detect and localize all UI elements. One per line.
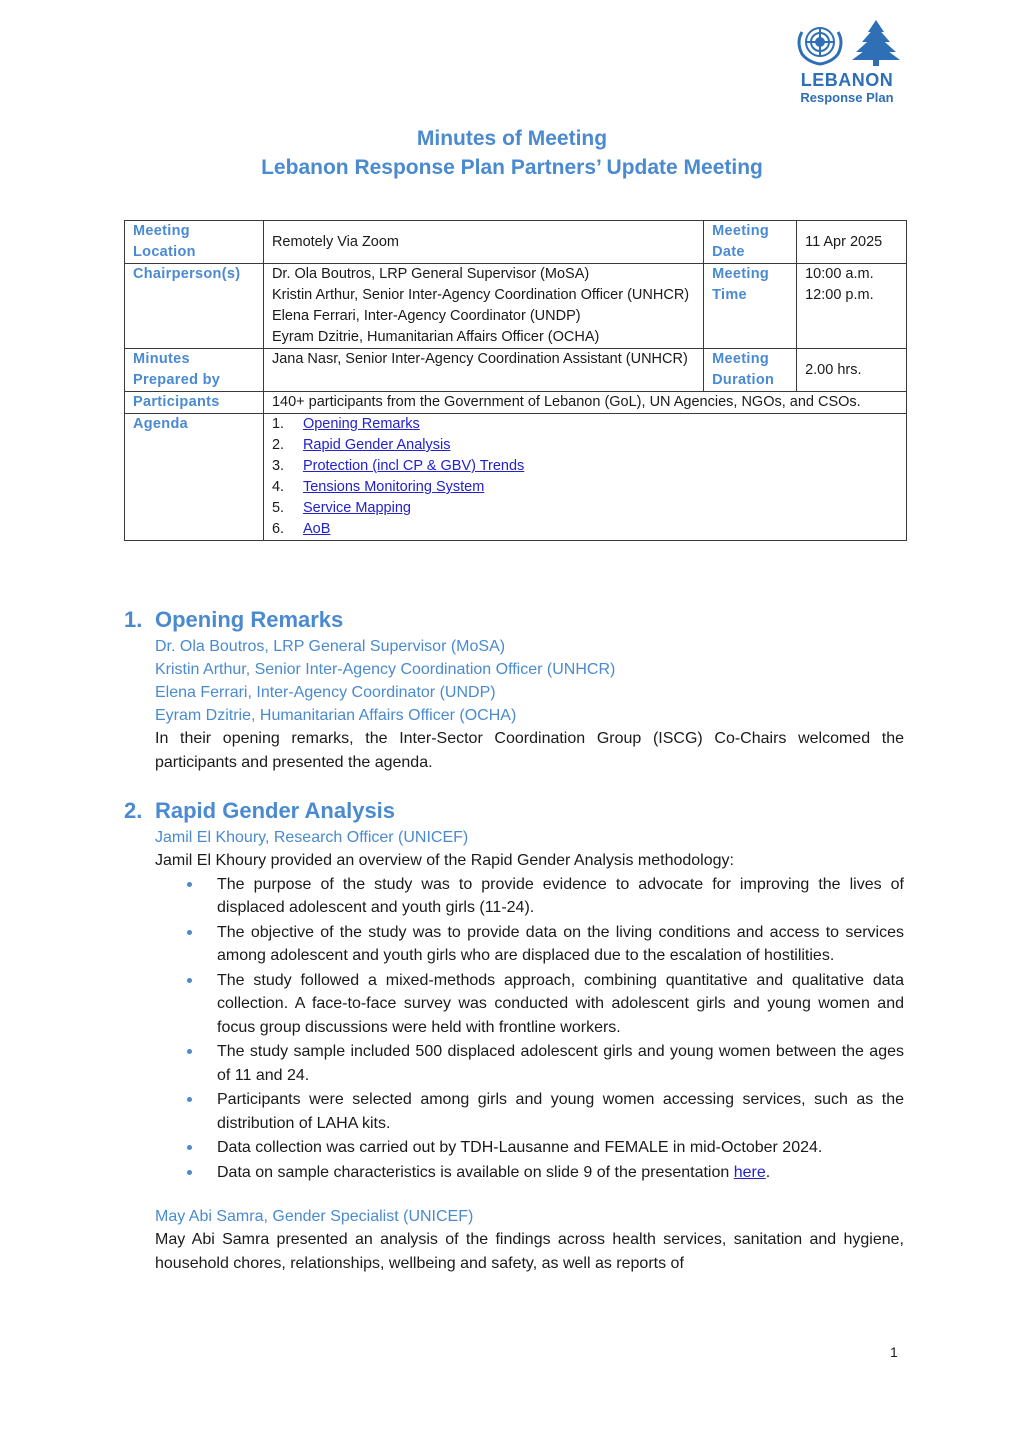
agenda-item [272, 477, 898, 498]
agenda-number: 3. [271, 458, 285, 474]
bullet-end: . [765, 1163, 771, 1181]
location-label: Meeting Location [125, 221, 264, 264]
speaker-line: Dr. Ola Boutros, LRP General Supervisor (MoSA) [155, 638, 506, 655]
bullet-icon [187, 978, 192, 983]
date-value: 11 Apr 2025 [797, 221, 907, 264]
time-value [797, 264, 907, 349]
lrp-logo [788, 18, 906, 110]
bullet-item [217, 1088, 904, 1135]
logo-text-lebanon: LEBANON [800, 70, 894, 90]
bullet-icon [187, 1049, 192, 1054]
cedar-tree-icon [852, 20, 900, 66]
bullet-item [217, 1161, 904, 1185]
bullet-text: The study followed a mixed-methods approach, combining quantitative and qualitative data collection. A face-to-face survey was conducted with adolescent girls and young women and focus group discussions were held with frontline workers. [217, 971, 904, 1036]
un-emblem-icon [799, 28, 841, 64]
bullet-text: Participants were selected among girls and young women accessing services, such as the distribution of LAHA kits. [217, 1091, 904, 1132]
speaker-line: Jamil El Khoury, Research Officer (UNICEF) [155, 829, 469, 846]
methodology-bullets [124, 873, 904, 1185]
title-line-1: Minutes of Meeting [416, 127, 608, 150]
chairperson-item: Elena Ferrari, Inter-Agency Coordinator (UNDP) [271, 308, 581, 324]
document-title [0, 124, 1024, 182]
table-row-chairpersons [125, 264, 907, 349]
bullet-icon [187, 1170, 192, 1175]
agenda-item [272, 414, 898, 435]
speaker-line: Kristin Arthur, Senior Inter-Agency Coordination Officer (UNHCR) [155, 661, 616, 678]
bullet-text: The study sample included 500 displaced adolescent girls and young women between the ages of 11 and 24. [217, 1043, 904, 1084]
section-number: 1. [124, 607, 143, 632]
bullet-text: Data on sample characteristics is available on slide 9 of the presentation [217, 1163, 734, 1181]
agenda-link-tensions-monitoring[interactable]: Tensions Monitoring System [302, 479, 485, 495]
participants-label: Participants [125, 392, 264, 414]
minutes-label: Minutes Prepared by [125, 349, 264, 392]
agenda-item [272, 435, 898, 456]
time-end: 12:00 p.m. [805, 287, 874, 303]
agenda-link-aob[interactable]: AoB [302, 521, 331, 537]
time-start: 10:00 a.m. [805, 266, 874, 282]
agenda-number: 4. [271, 479, 285, 495]
section-intro: Jamil El Khoury provided an overview of the Rapid Gender Analysis methodology: [155, 852, 734, 869]
section-body: In their opening remarks, the Inter-Sector Coordination Group (ISCG) Co-Chairs welcomed the participants and presented the agenda. [155, 730, 904, 771]
bullet-text: The purpose of the study was to provide evidence to advocate for improving the lives of displaced adolescent and youth girls (11-24). [217, 875, 904, 916]
section-rapid-gender-analysis [124, 796, 904, 1275]
bullet-text: Data collection was carried out by TDH-Lausanne and FEMALE in mid-October 2024. [217, 1139, 823, 1156]
agenda-item [272, 519, 898, 540]
bullet-icon [187, 1145, 192, 1150]
bullet-item [217, 921, 904, 968]
page-number: 1 [890, 1344, 898, 1360]
agenda-number: 2. [271, 437, 285, 453]
participants-value: 140+ participants from the Government of Lebanon (GoL), UN Agencies, NGOs, and CSOs. [263, 392, 906, 414]
bullet-item [217, 1040, 904, 1087]
agenda-label: Agenda [125, 414, 264, 541]
presentation-link[interactable]: here [733, 1163, 766, 1181]
table-row-participants [125, 392, 907, 414]
bullet-item [217, 873, 904, 920]
table-row-agenda [125, 414, 907, 541]
duration-label: Meeting Duration [704, 349, 797, 392]
agenda-list [272, 414, 898, 540]
agenda-number: 5. [271, 500, 285, 516]
chairperson-item: Eyram Dzitrie, Humanitarian Affairs Officer (OCHA) [271, 329, 600, 345]
agenda-link-rapid-gender-analysis[interactable]: Rapid Gender Analysis [302, 437, 451, 453]
section-number: 2. [124, 798, 143, 823]
minutes-value: Jana Nasr, Senior Inter-Agency Coordination Assistant (UNHCR) [263, 349, 703, 392]
agenda-link-opening-remarks[interactable]: Opening Remarks [302, 416, 420, 432]
logo-emblems [788, 18, 906, 68]
bullet-item [217, 969, 904, 1040]
chairpersons-label: Chairperson(s) [125, 264, 264, 349]
logo-text-response-plan: Response Plan [800, 90, 894, 105]
location-value: Remotely Via Zoom [263, 221, 703, 264]
section-heading [124, 796, 904, 826]
bullet-text: The objective of the study was to provide data on the living conditions and access to services among adolescent and youth girls who are displaced due to the escalation of hostilities. [217, 923, 904, 964]
agenda-item [272, 498, 898, 519]
bullet-item [217, 1136, 904, 1160]
chairperson-item: Kristin Arthur, Senior Inter-Agency Coordination Officer (UNHCR) [271, 287, 690, 303]
chairperson-item: Dr. Ola Boutros, LRP General Supervisor (MoSA) [271, 266, 590, 282]
section-opening-remarks [124, 605, 904, 774]
agenda-item [272, 456, 898, 477]
section-body: May Abi Samra presented an analysis of the findings across health services, sanitation and hygiene, household chores, relationships, wellbeing and safety, as well as reports of [155, 1231, 904, 1272]
bullet-icon [187, 930, 192, 935]
speaker-line: May Abi Samra, Gender Specialist (UNICEF) [155, 1208, 474, 1225]
title-line-2: Lebanon Response Plan Partners’ Update Meeting [261, 156, 763, 179]
agenda-link-service-mapping[interactable]: Service Mapping [302, 500, 411, 516]
agenda-number: 6. [271, 521, 285, 537]
table-row-location [125, 221, 907, 264]
section-heading [124, 605, 904, 635]
date-label: Meeting Date [704, 221, 797, 264]
meeting-details-table [124, 220, 907, 541]
table-row-minutes [125, 349, 907, 392]
bullet-icon [187, 882, 192, 887]
section-title: Opening Remarks [155, 607, 344, 632]
duration-value: 2.00 hrs. [797, 349, 907, 392]
section-title: Rapid Gender Analysis [155, 798, 396, 823]
time-label: Meeting Time [704, 264, 797, 349]
agenda-number: 1. [271, 416, 285, 432]
bullet-icon [187, 1097, 192, 1102]
speaker-line: Eyram Dzitrie, Humanitarian Affairs Officer (OCHA) [155, 707, 517, 724]
speaker-line: Elena Ferrari, Inter-Agency Coordinator (UNDP) [155, 684, 496, 701]
chairpersons-value [263, 264, 703, 349]
agenda-value [263, 414, 906, 541]
agenda-link-protection-trends[interactable]: Protection (incl CP & GBV) Trends [302, 458, 525, 474]
